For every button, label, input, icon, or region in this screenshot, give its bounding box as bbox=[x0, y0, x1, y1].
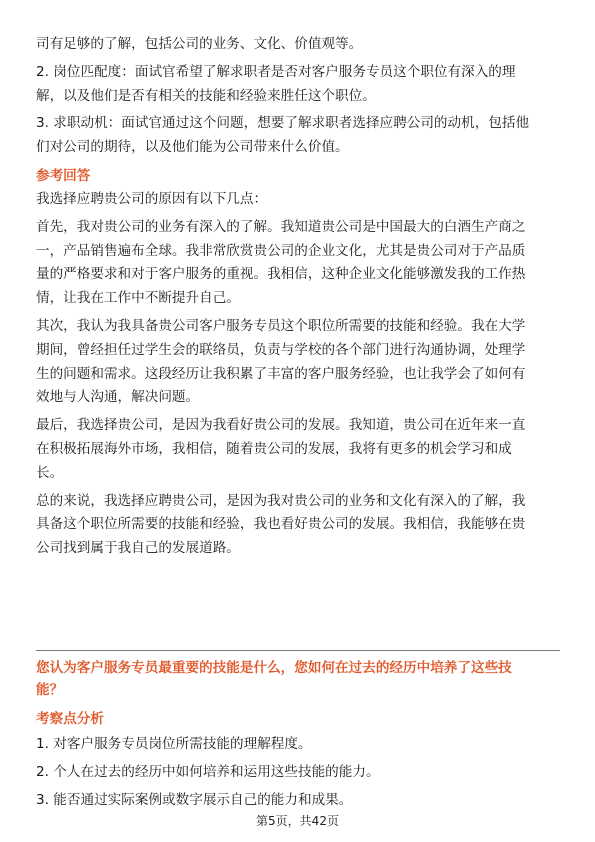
answer-paragraph-2 bbox=[36, 315, 560, 410]
answer-paragraph-3 bbox=[36, 414, 560, 485]
question-heading bbox=[36, 657, 560, 701]
text-line: 3. 求职动机：面试官通过这个问题，想要了解求职者选择应聘公司的动机，包括他 bbox=[36, 115, 530, 132]
text-line: 解，以及他们是否有相关的技能和经验来胜任这个职位。 bbox=[36, 87, 376, 104]
text-line: 其次，我认为我具备贵公司客户服务专员这个职位所需要的技能和经验。我在大学 bbox=[36, 317, 526, 334]
analysis-item: 1. 对客户服务专员岗位所需技能的理解程度。 bbox=[36, 736, 312, 752]
text-line: 情，让我在工作中不断提升自己。 bbox=[36, 290, 240, 307]
text-line: 具备这个职位所需要的技能和经验，我也看好贵公司的发展。我相信，我能够在贵 bbox=[36, 516, 526, 533]
analysis-item: 3. 能否通过实际案例或数字展示自己的能力和成果。 bbox=[36, 791, 353, 808]
interview-points-continued bbox=[36, 33, 560, 160]
text-line: 效地与人沟通，解决问题。 bbox=[36, 389, 200, 406]
answer-paragraph-4 bbox=[36, 490, 560, 561]
text-line: 生的问题和需求。这段经历让我积累了丰富的客户服务经验，也让我学会了如何有 bbox=[36, 365, 526, 382]
answer-paragraph-1 bbox=[36, 216, 560, 311]
section-divider bbox=[36, 650, 560, 651]
text-line: 期间，曾经担任过学生会的联络员，负责与学校的各个部门进行沟通协调，处理学 bbox=[36, 341, 526, 358]
reference-answer bbox=[36, 188, 560, 561]
text-line: 首先，我对贵公司的业务有深入的了解。我知道贵公司是中国最大的白酒生产商之 bbox=[36, 218, 526, 235]
question-line: 能？ bbox=[36, 682, 64, 698]
text-line: 长。 bbox=[36, 464, 64, 481]
analysis-item: 2. 个人在过去的经历中如何培养和运用这些技能的能力。 bbox=[36, 763, 380, 780]
question-line: 您认为客户服务专员最重要的技能是什么，您如何在过去的经历中培养了这些技 bbox=[36, 660, 512, 676]
text-line: 公司找到属于我自己的发展道路。 bbox=[36, 540, 240, 557]
page-number: 第5页，共42页 bbox=[256, 814, 339, 828]
page-content bbox=[36, 33, 560, 561]
reference-answer-heading: 参考回答 bbox=[36, 167, 91, 184]
text-line: 在积极拓展海外市场，我相信，随着贵公司的发展，我将有更多的机会学习和成 bbox=[36, 440, 512, 457]
text-line: 总的来说，我选择应聘贵公司，是因为我对贵公司的业务和文化有深入的了解，我 bbox=[36, 492, 526, 509]
text-line: 司有足够的了解，包括公司的业务、文化、价值观等。 bbox=[36, 36, 363, 52]
text-line: 们对公司的期待，以及他们能为公司带来什么价值。 bbox=[36, 139, 349, 156]
text-line: 最后，我选择贵公司，是因为我看好贵公司的发展。我知道，贵公司在近年来一直 bbox=[36, 417, 526, 434]
text-line: 量的严格要求和对于客户服务的重视。我相信，这种企业文化能够激发我的工作热 bbox=[36, 266, 526, 283]
text-line: 2. 岗位匹配度：面试官希望了解求职者是否对客户服务专员这个职位有深入的理 bbox=[36, 63, 516, 80]
analysis-heading: 考察点分析 bbox=[36, 711, 104, 727]
text-line: 一，产品销售遍布全球。我非常欣赏贵公司的企业文化，尤其是贵公司对于产品质 bbox=[36, 242, 526, 259]
next-question-block bbox=[36, 657, 560, 812]
answer-intro: 我选择应聘贵公司的原因有以下几点： bbox=[36, 190, 268, 207]
